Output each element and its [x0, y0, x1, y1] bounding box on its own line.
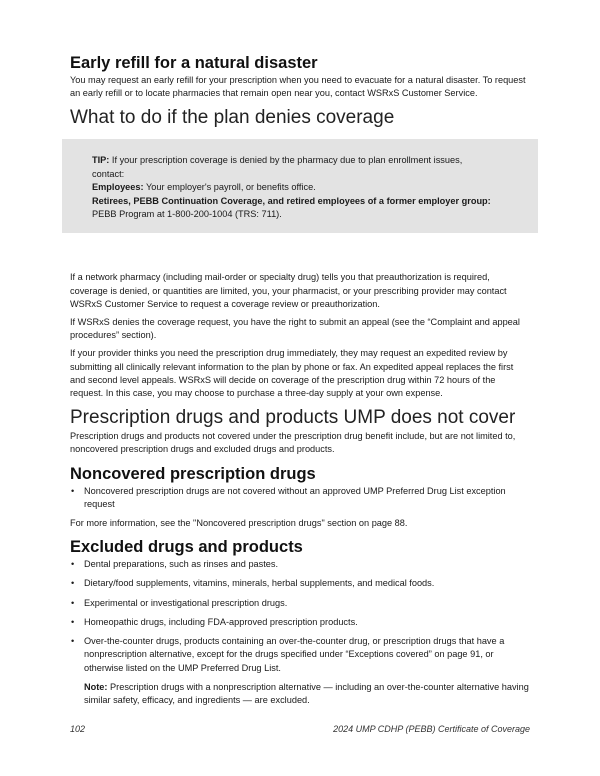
list-item: • Noncovered prescription drugs are not covered without an approved UMP Preferred Drug List exception request [70, 485, 530, 511]
early-refill-body: You may request an early refill for your prescription when you need to evacuate for a natural disaster. To request an early refill or to locate pharmacies that remain open near you, contact WSRxS Customer Service. [70, 75, 526, 99]
tip-line [92, 154, 492, 181]
employees-line [92, 181, 492, 194]
retirees-text: PEBB Program at 1-800-200-1004 (TRS: 711). [92, 209, 282, 220]
early-refill-heading: Early refill for a natural disaster [70, 54, 318, 72]
not-cover-body: Prescription drugs and products not covered under the prescription drug benefit include, but are not limited to, noncovered prescription drugs and excluded drugs and products. [70, 431, 516, 455]
excluded-heading: Excluded drugs and products [70, 538, 303, 557]
tip-text: If your prescription coverage is denied by the pharmacy due to plan enrollment issues, contact: [92, 155, 463, 179]
noncovered-list [70, 485, 530, 511]
employees-text: Your employer's payroll, or benefits office. [143, 182, 316, 193]
tip-label: TIP: [92, 155, 110, 166]
note-label: Note: [84, 681, 108, 692]
list-item: • Homeopathic drugs, including FDA-approved prescription products. [70, 616, 530, 629]
page-content [70, 52, 530, 707]
not-cover-heading: Prescription drugs and products UMP does not cover [70, 407, 516, 429]
excluded-list [70, 558, 530, 674]
employees-label: Employees: [92, 182, 144, 193]
list-item: • Over-the-counter drugs, products containing an over-the-counter drug, or prescription drugs that have a nonprescription alternative, except for the drugs specified under “Exceptions covered” on page 91, or otherwise listed on the UMP Preferred Drug List. [70, 635, 530, 675]
denies-heading: What to do if the plan denies coverage [70, 107, 395, 129]
footer-title: 2024 UMP CDHP (PEBB) Certificate of Coverage [333, 724, 530, 734]
noncovered-more-info: For more information, see the "Noncovered prescription drugs" section on page 88. [70, 518, 408, 529]
list-item: • Experimental or investigational prescription drugs. [70, 597, 530, 610]
retirees-label: Retirees, PEBB Continuation Coverage, and retired employees of a former employer group: [92, 195, 491, 206]
denies-paragraph-1: If a network pharmacy (including mail-order or specialty drug) tells you that preauthorization is required, coverage is denied, or quantities are limited, you, your pharmacist, or your prescribing provider may contact WSRxS Customer Service to request a coverage review or preauthorization. [70, 272, 507, 309]
list-item: • Dietary/food supplements, vitamins, minerals, herbal supplements, and medical foods. [70, 577, 530, 590]
denies-paragraph-3: If your provider thinks you need the prescription drug immediately, they may request an expedited review by submitting all clinically relevant information to the plan by phone or fax. An expedited appeal replaces the first and second level appeals. WSRxS will decide on coverage of the prescription drug within 72 hours of the request. In this case, you may choose to purchase a three-day supply at your own expense. [70, 348, 514, 399]
excluded-note [84, 681, 530, 707]
list-item: • Dental preparations, such as rinses and pastes. [70, 558, 530, 571]
tip-box [62, 139, 538, 233]
note-text: Prescription drugs with a nonprescription alternative — including an over-the-counter alternative having similar safety, efficacy, and ingredients — are excluded. [84, 681, 529, 705]
noncovered-heading: Noncovered prescription drugs [70, 464, 316, 483]
retirees-line [92, 195, 492, 222]
denies-paragraph-2: If WSRxS denies the coverage request, you have the right to submit an appeal (see the “Complaint and appeal procedures” section). [70, 317, 520, 341]
page-number: 102 [70, 724, 86, 734]
